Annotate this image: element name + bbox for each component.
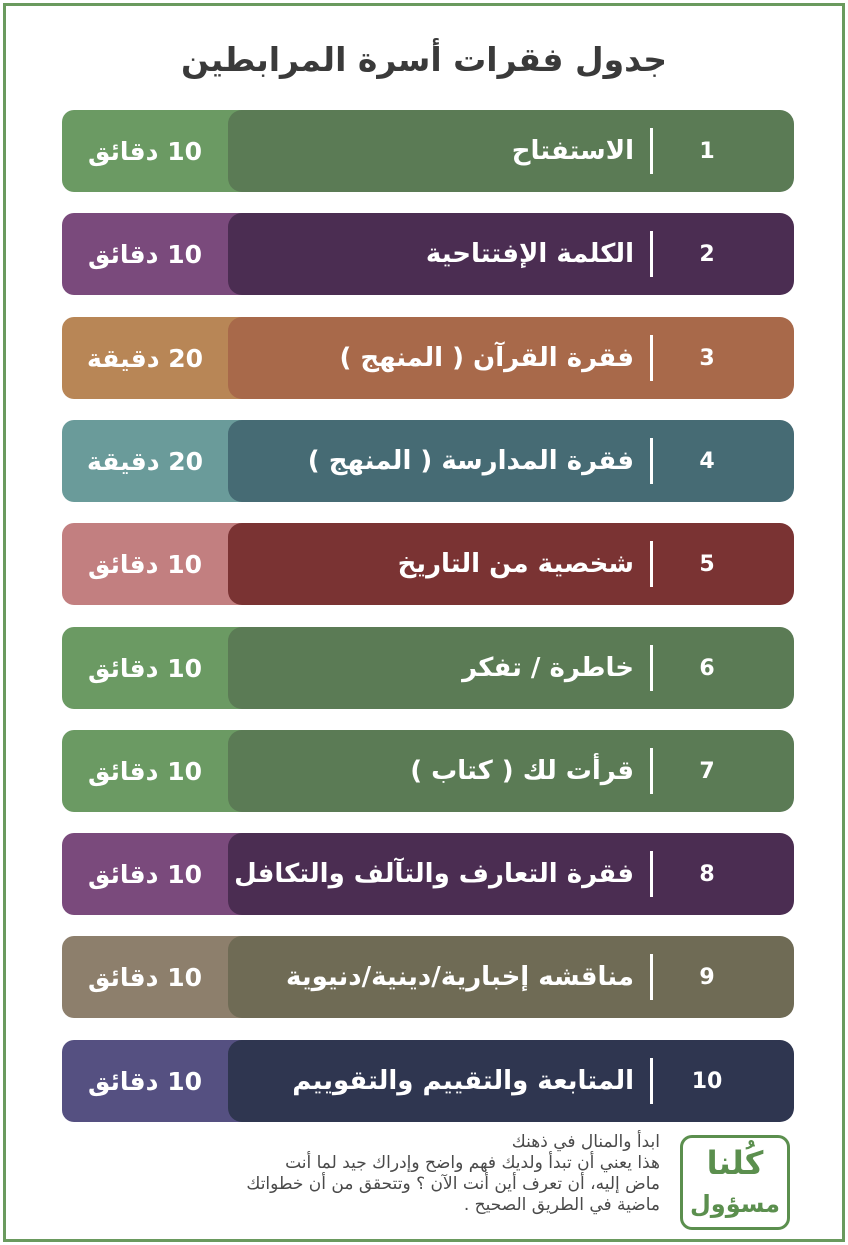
separator — [650, 954, 653, 1000]
separator — [650, 541, 653, 587]
note-line: هذا يعني أن تبدأ ولديك فهم واضح وإدراك جيد لما أنت — [285, 1153, 660, 1173]
separator — [650, 748, 653, 794]
schedule-row — [62, 936, 794, 1018]
logo-line-2: مسؤول — [689, 1190, 781, 1218]
item-label: الاستفتاح — [511, 136, 634, 166]
separator — [650, 851, 653, 897]
schedule-row — [62, 730, 794, 812]
item-label: فقرة القرآن ( المنهج ) — [339, 343, 634, 373]
logo-line-1: كُلنا — [706, 1144, 764, 1182]
duration-label: 10 دقائق — [88, 136, 203, 166]
schedule-row — [62, 1040, 794, 1122]
duration-label: 10 دقائق — [88, 756, 203, 786]
schedule-row — [62, 317, 794, 399]
item-number: 4 — [699, 448, 715, 474]
item-label: خاطرة / تفكر — [462, 653, 634, 683]
duration-label: 10 دقائق — [88, 962, 203, 992]
separator — [650, 438, 653, 484]
duration-label: 20 دقيقة — [86, 343, 204, 373]
note-text — [50, 1132, 660, 1216]
item-number: 8 — [699, 861, 715, 887]
item-number: 7 — [699, 758, 715, 784]
duration-label: 10 دقائق — [88, 859, 203, 889]
duration-label: 10 دقائق — [88, 549, 203, 579]
item-number: 1 — [699, 138, 715, 164]
note-heading: ابدأ والمنال في ذهنك — [511, 1132, 660, 1152]
separator — [650, 1058, 653, 1104]
schedule-row — [62, 833, 794, 915]
item-label: شخصية من التاريخ — [397, 549, 634, 579]
item-number: 5 — [699, 551, 715, 577]
item-label: مناقشه إخبارية/دينية/دنيوية — [286, 962, 634, 992]
schedule-row — [62, 110, 794, 192]
item-number: 10 — [691, 1068, 723, 1094]
page-title: جدول فقرات أسرة المرابطين — [181, 40, 667, 79]
item-label: فقرة المدارسة ( المنهج ) — [307, 446, 634, 476]
schedule-row — [62, 523, 794, 605]
logo — [680, 1135, 790, 1230]
item-label: الكلمة الإفتتاحية — [425, 239, 634, 269]
duration-label: 10 دقائق — [88, 1066, 203, 1096]
schedule-row — [62, 213, 794, 295]
separator — [650, 335, 653, 381]
item-number: 2 — [699, 241, 715, 267]
schedule-row — [62, 627, 794, 709]
separator — [650, 231, 653, 277]
item-number: 9 — [699, 964, 715, 990]
duration-label: 20 دقيقة — [86, 446, 204, 476]
duration-label: 10 دقائق — [88, 239, 203, 269]
separator — [650, 128, 653, 174]
duration-label: 10 دقائق — [88, 653, 203, 683]
item-label: قرأت لك ( كتاب ) — [410, 756, 634, 786]
item-number: 3 — [699, 345, 715, 371]
item-number: 6 — [699, 655, 715, 681]
item-label: المتابعة والتقييم والتقوييم — [292, 1066, 634, 1096]
item-label: فقرة التعارف والتآلف والتكافل — [234, 859, 634, 889]
schedule-row — [62, 420, 794, 502]
separator — [650, 645, 653, 691]
note-line: ماض إليه، أن تعرف أين أنت الآن ؟ وتتحقق من أن خطواتك — [246, 1174, 660, 1194]
note-line: ماضية في الطريق الصحيح . — [463, 1195, 660, 1215]
